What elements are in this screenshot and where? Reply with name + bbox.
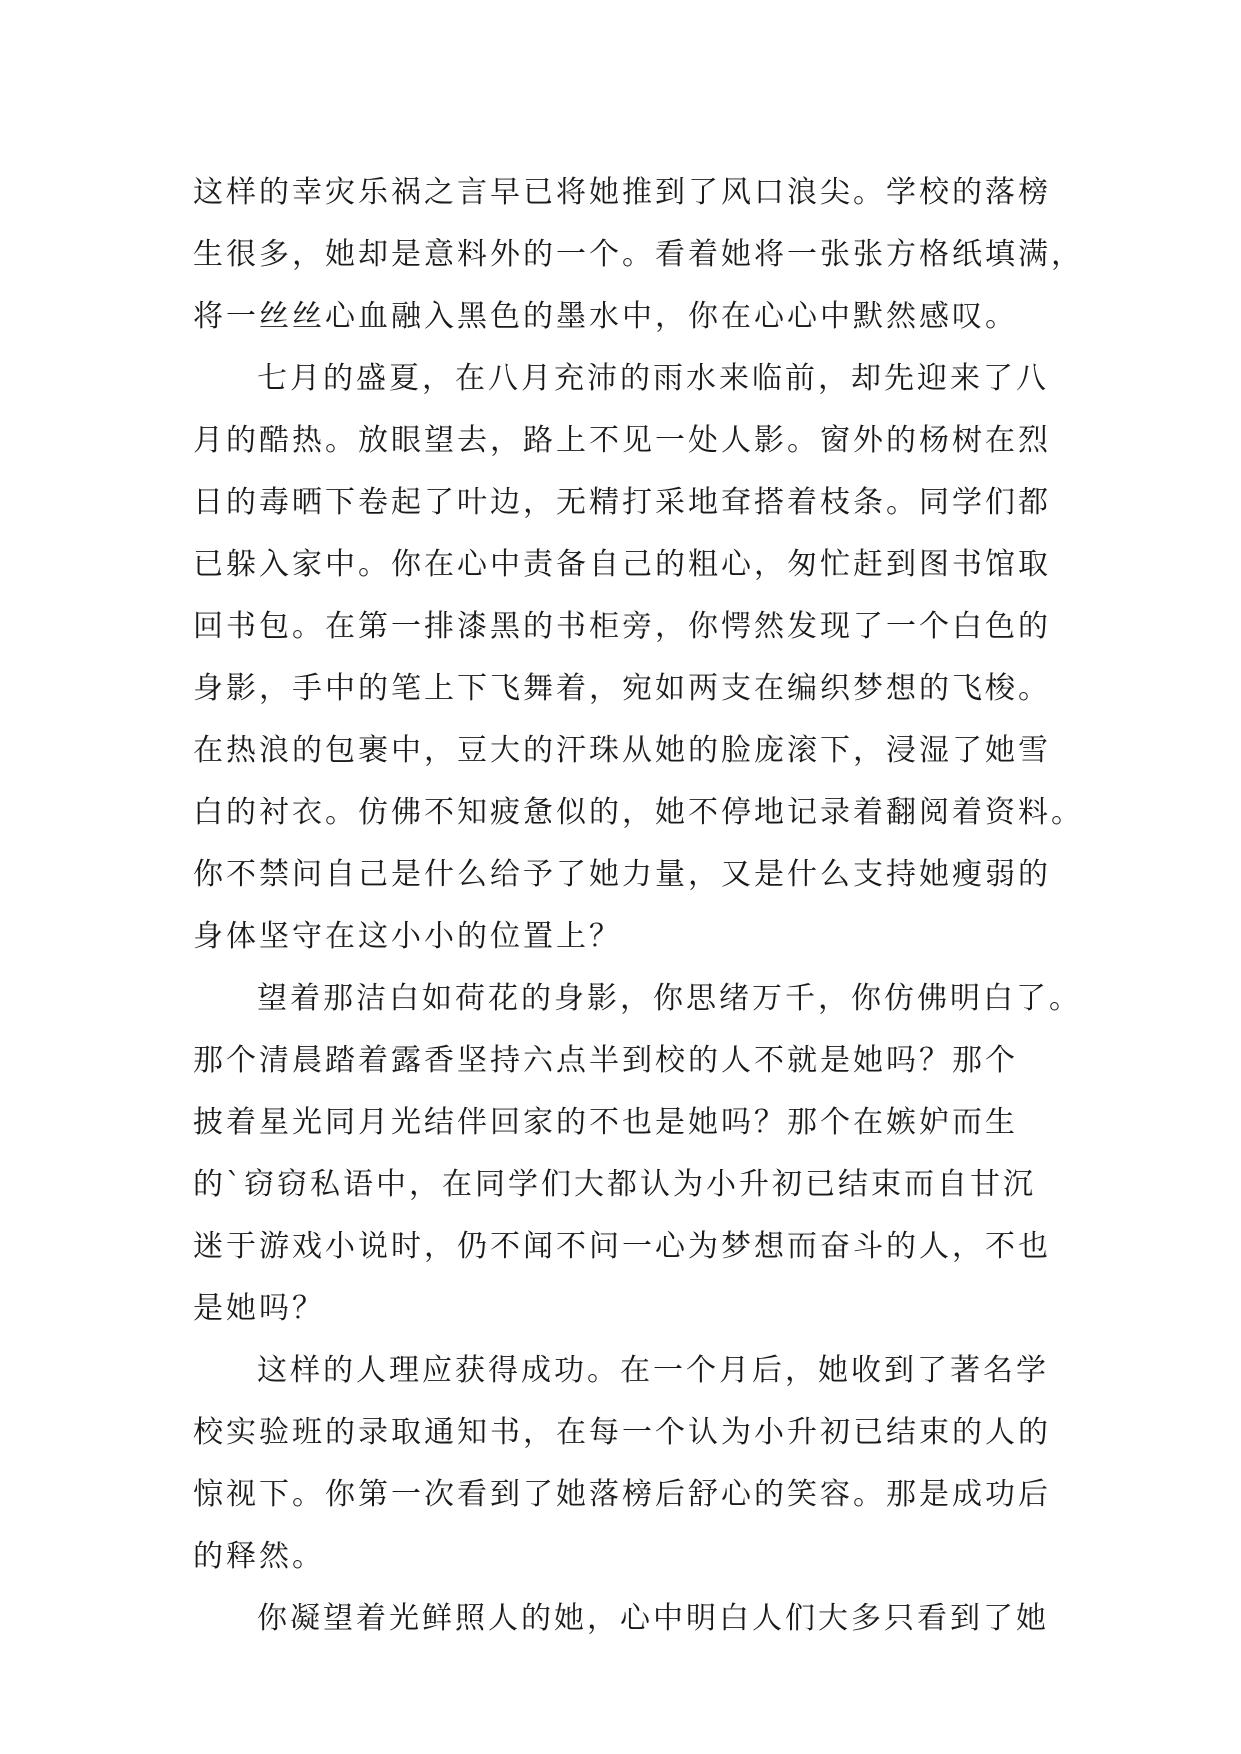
text-line: 你不禁问自己是什么给予了她力量，又是什么支持她瘦弱的 <box>193 857 1051 892</box>
text-line: 已躲入家中。你在心中责备自己的粗心，匆忙赶到图书馆取 <box>193 547 1051 582</box>
text-line: 这样的幸灾乐祸之言早已将她推到了风口浪尖。学校的落榜 <box>193 175 1051 210</box>
text-line: 身体坚守在这小小的位置上？ <box>193 919 622 954</box>
text-line: 披着星光同月光结伴回家的不也是她吗？那个在嫉妒而生 <box>193 1105 1018 1140</box>
text-line: 的释然。 <box>193 1539 325 1574</box>
text-line: 校实验班的录取通知书，在每一个认为小升初已结束的人的 <box>193 1415 1051 1450</box>
paragraph-start-line: 你凝望着光鲜照人的她，心中明白人们大多只看到了她 <box>257 1601 1049 1636</box>
text-line: 生很多，她却是意料外的一个。看着她将一张张方格纸填满， <box>193 237 1084 272</box>
text-line: 身影，手中的笔上下飞舞着，宛如两支在编织梦想的飞梭。 <box>193 671 1051 706</box>
text-line: 那个清晨踏着露香坚持六点半到校的人不就是她吗？那个 <box>193 1043 1018 1078</box>
text-line: 在热浪的包裹中，豆大的汗珠从她的脸庞滚下，浸湿了她雪 <box>193 733 1051 768</box>
text-line: 月的酷热。放眼望去，路上不见一处人影。窗外的杨树在烈 <box>193 423 1051 458</box>
text-line: 的`窃窃私语中，在同学们大都认为小升初已结束而自甘沉 <box>193 1167 1036 1202</box>
paragraph-start-line: 这样的人理应获得成功。在一个月后，她收到了著名学 <box>257 1353 1049 1388</box>
text-line: 回书包。在第一排漆黑的书柜旁，你愕然发现了一个白色的 <box>193 609 1051 644</box>
text-line: 是她吗？ <box>193 1291 325 1326</box>
text-line: 白的衬衣。仿佛不知疲惫似的，她不停地记录着翻阅着资料。 <box>193 795 1084 830</box>
paragraph-start-line: 七月的盛夏，在八月充沛的雨水来临前，却先迎来了八 <box>257 361 1049 396</box>
text-line: 日的毒晒下卷起了叶边，无精打采地耷搭着枝条。同学们都 <box>193 485 1051 520</box>
text-line: 将一丝丝心血融入黑色的墨水中，你在心心中默然感叹。 <box>193 299 1018 334</box>
paragraph-start-line: 望着那洁白如荷花的身影，你思绪万千，你仿佛明白了。 <box>257 981 1082 1016</box>
text-line: 惊视下。你第一次看到了她落榜后舒心的笑容。那是成功后 <box>193 1477 1051 1512</box>
body-text <box>193 162 1084 1650</box>
text-line: 迷于游戏小说时，仍不闻不问一心为梦想而奋斗的人，不也 <box>193 1229 1051 1264</box>
